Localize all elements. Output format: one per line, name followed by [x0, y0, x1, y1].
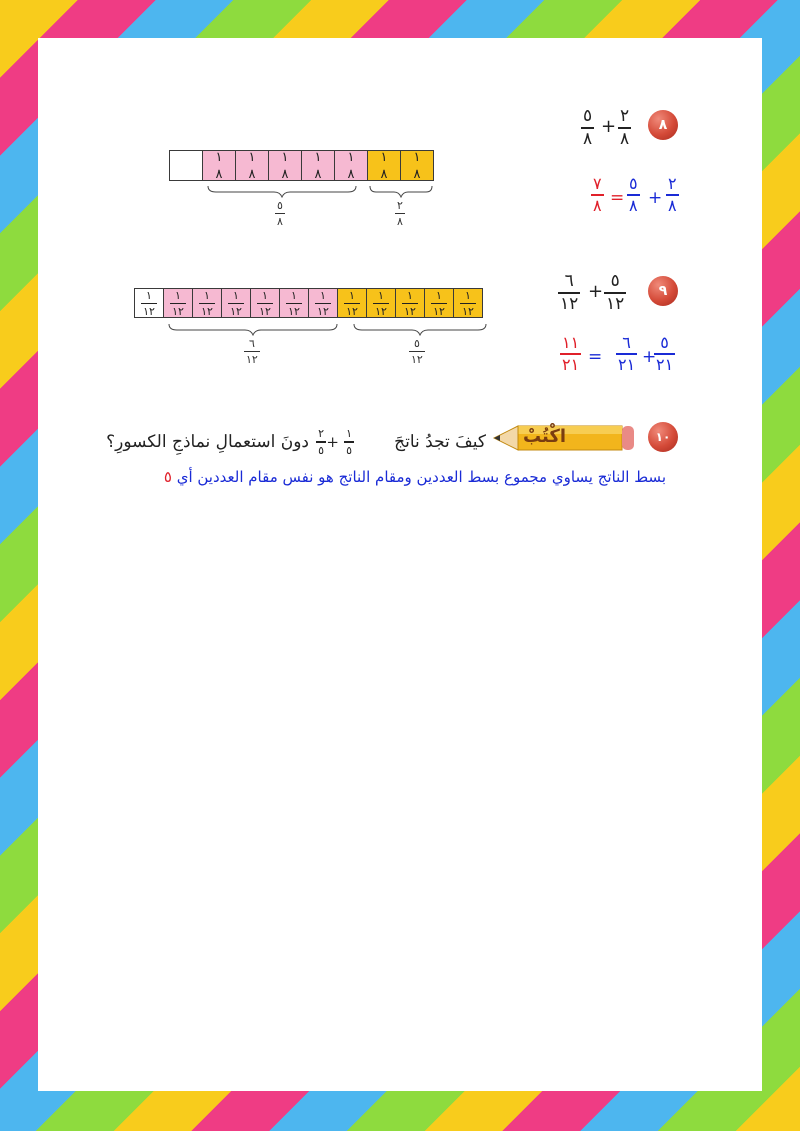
p9-expr-fraction-b: ٦ ١٢ — [560, 271, 579, 314]
p9-cell: ١ ١٢ — [163, 288, 193, 318]
problem-10-number: ١٠ — [655, 430, 671, 444]
p8-brace-left-label: ٥ ٨ — [277, 199, 283, 228]
p8-brace-right-label: ٢ ٨ — [397, 199, 403, 228]
p8-cell: ١ ٨ — [202, 150, 236, 181]
p10-answer-tail: ٥ — [163, 468, 172, 486]
p10-answer-text: بسط الناتج يساوي مجموع بسط العددين ومقام الناتج هو نفس مقام العددين أي — [176, 468, 666, 486]
p8-brace-right — [368, 184, 434, 198]
p8-fraction-strip — [170, 150, 434, 181]
p9-answer-result: ١١ ٢١ — [562, 333, 580, 374]
p9-brace-right-label: ٥ ١٢ — [411, 337, 423, 366]
p8-cell: ١ ٨ — [235, 150, 269, 181]
p9-cell: ١ ١٢ — [134, 288, 164, 318]
p10-question — [106, 427, 486, 462]
p9-answer-equals: = — [588, 347, 603, 367]
problem-8-number: ٨ — [658, 117, 668, 133]
p9-brace-left-label: ٦ ١٢ — [246, 337, 258, 366]
p10-question-part1: كيفَ تجدُ ناتجَ — [394, 432, 486, 452]
problem-9-badge — [648, 276, 678, 306]
p8-cell: ١ ٨ — [268, 150, 302, 181]
p9-brace-left — [167, 322, 339, 336]
p9-expr-plus: + — [588, 281, 604, 302]
p9-cell: ١ ١٢ — [453, 288, 483, 318]
p8-expr-fraction-a: ٢ ٨ — [620, 106, 630, 149]
p9-answer-term-1: ٥ ٢١ — [656, 333, 674, 374]
p10-answer — [164, 468, 666, 486]
p9-fraction-strip — [135, 288, 483, 318]
p9-cell: ١ ١٢ — [424, 288, 454, 318]
p9-cell: ١ ١٢ — [366, 288, 396, 318]
p9-expr-fraction-a: ٥ ١٢ — [606, 271, 625, 314]
p8-answer-plus: + — [648, 188, 663, 208]
problem-10-badge — [648, 422, 678, 452]
p8-answer-equals: = — [610, 188, 625, 208]
p8-cell: ١ ٨ — [367, 150, 401, 181]
p8-expr-fraction-b: ٥ ٨ — [583, 106, 593, 149]
pencil-label: اكْتُبْ — [523, 426, 567, 447]
p8-brace-left — [206, 184, 358, 198]
p10-question-fraction-2: ٢ ٥ — [318, 427, 324, 457]
p8-answer-term-1: ٢ ٨ — [668, 174, 677, 215]
p8-cell — [169, 150, 203, 181]
p9-cell: ١ ١٢ — [308, 288, 338, 318]
p10-question-fraction-1: ١ ٥ — [346, 427, 352, 457]
problem-9-number: ٩ — [658, 283, 668, 299]
p8-cell: ١ ٨ — [301, 150, 335, 181]
p9-answer-term-2: ٦ ٢١ — [618, 333, 636, 374]
p8-cell: ١ ٨ — [334, 150, 368, 181]
p9-cell: ١ ١٢ — [221, 288, 251, 318]
p9-cell: ١ ١٢ — [279, 288, 309, 318]
worksheet-page — [38, 38, 762, 1091]
p8-cell: ١ ٨ — [400, 150, 434, 181]
p9-cell: ١ ١٢ — [250, 288, 280, 318]
p8-answer-term-2: ٥ ٨ — [629, 174, 638, 215]
p9-answer-plus: + — [642, 347, 657, 367]
p9-cell: ١ ١٢ — [395, 288, 425, 318]
p10-question-plus: + — [326, 433, 339, 451]
p8-answer-result: ٧ ٨ — [593, 174, 602, 215]
p10-question-part2: دونَ استعمالِ نماذجِ الكسورِ؟ — [106, 432, 309, 452]
p9-cell: ١ ١٢ — [192, 288, 222, 318]
p8-expr-plus: + — [601, 116, 617, 137]
problem-8-badge — [648, 110, 678, 140]
p9-cell: ١ ١٢ — [337, 288, 367, 318]
p9-brace-right — [352, 322, 488, 336]
